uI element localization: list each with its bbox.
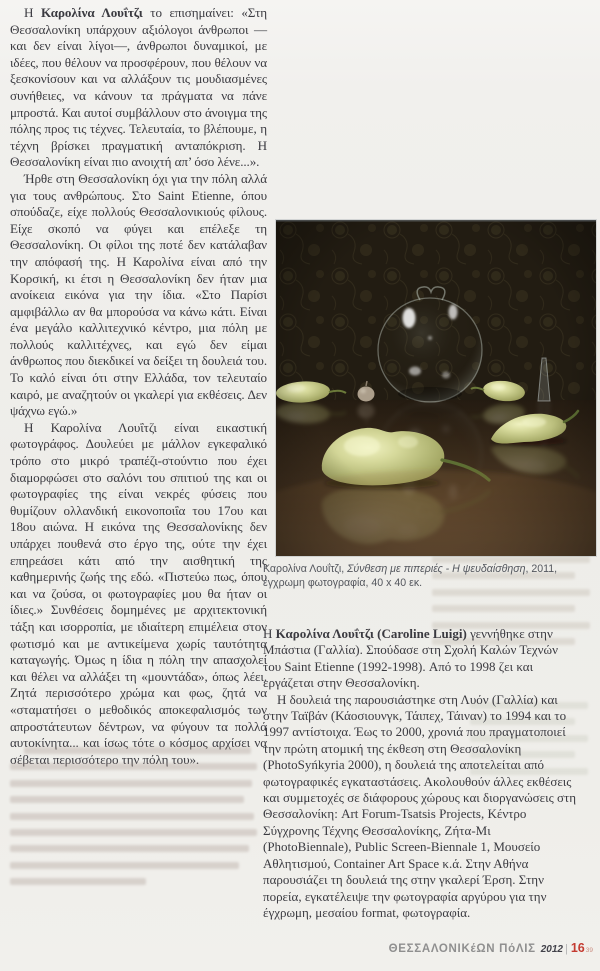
footer-separator: | <box>565 943 568 955</box>
paragraph-intro-quote <box>10 5 267 171</box>
bio-column <box>263 626 579 921</box>
paragraph-photographer: Η Καρολίνα Λουΐτζι είναι εικαστική φωτογράφος. Δουλεύει με μάλλον εγκεφαλικό τρόπο στο μικρό τραπέζι-στούντιο που έχει διαμορφώσει στο σαλόνι του σπιτιού της και οι φωτογραφίες της είναι νεκρές φύσεις που θυμίζουν ολλανδική εικονοποιΐα του 17ου και 18ου αιώνα. Η εικόνα της Θεσσαλονίκης δεν υπάρχει πουθενά στο έργο της, ούτε την έχει επηρεάσει κάτι από την αισθητική της καθημερινής ζωής της εδώ. «Πιστεύω πως, όπου και να ζούσα, οι φωτογραφίες μου θα ήταν οι ίδιες.» Συνθέσεις δομημένες με αρχιτεκτονική τάξη και ισορροπία, με ιδιαίτερη επιμέλεια στον φωτισμό και με αντικείμενα χωρίς ταυτότητα καταγωγής. Όμως η ίδια η πόλη την απασχολεί και θέλει να αλλάξει τη «μουντάδα», όπως λέει. Ζητά περισσότερο χρώμα και φως, ζητά να «σταματήσει ο μεθοδικός αποκεφαλισμός των απροστάτευτων δέντρων, να φύγουν τα πολλά αυτοκίνητα... και ίσως τότε ο κόσμος αρχίσει να σέβεται περισσότερο την πόλη του». <box>10 419 267 767</box>
bio-paragraph-birth <box>263 626 579 692</box>
page-number: 16 <box>570 941 585 955</box>
artwork-caption <box>263 562 597 591</box>
page-number-small: 39 <box>585 947 593 954</box>
caption-title-italic: Σύνθεση με πιπεριές - Η ψευδαίσθηση <box>347 563 526 575</box>
bio-lead: Η <box>263 626 276 641</box>
paragraph-text: το επισημαίνει: «Στη Θεσσαλονίκη υπάρχουν αξιόλογοι άνθρωποι —και δεν είναι λίγοι—, άνθρωποι δυναμικοί, με ιδέες, που θέλουν να προσφέρουν, που θέλουν να ξεσκονίσουν και να αλλάξουν τις μουδιασμένες συνήθειες, να κάνουν τα πράγματα να πάνε μπροστά. Και αυτοί συμβάλλουν στο άνοιγμα της πόλης προς τις τέχνες. Τελευταία, το βλέπουμε, η τέχνη βρίσκει πραγματική ανταπόκριση. Η Θεσσαλονίκη είναι πιο ανοιχτή απ’ όσο λένε...». <box>10 5 267 170</box>
page-footer <box>389 941 593 955</box>
caption-medium: έγχρωμη φωτογραφία, 40 x 40 εκ. <box>263 577 423 590</box>
artist-name-bold: Καρολίνα Λουΐτζι <box>40 5 143 20</box>
bleed-through-text-left <box>10 747 262 895</box>
bio-text: γεννήθηκε στην Μπάστια (Γαλλία). Σπούδασε στη Σχολή Καλών Τεχνών του Saint Etienne (1992-1998). Από το 1998 ζει και εργάζεται στην Θεσσαλονίκη. <box>263 626 558 691</box>
paragraph-thessaloniki: Ήρθε στη Θεσσαλονίκη όχι για την πόλη αλλά για τους ανθρώπους. Στο Saint Etienne, όπου σπούδαζε, είχε πολλούς Θεσσαλονικιούς φίλους. Είχε σκοπό να φύγει και επέλεξε τη Θεσσαλονίκη. Οι φίλοι της ποτέ δεν κατάλαβαν την απόφασή της. Η Καρολίνα είναι από την Κορσική, κι έτσι η Θεσσαλονίκη δεν ήταν μια ανοίκεια εικόνα για την ίδια. «Στο Παρίσι αμφιβάλλω αν θα μπορούσα να κάνω κάτι. Είναι ένα μεγάλο καλλιτεχνικό κέντρο, μια πόλη με πολλούς καλλιτέχνες, και εγώ δεν είμαι άνθρωπος που διεκδικεί να δείξει τη δουλειά του. Το καλό είναι ότι στην Ελλάδα, τον τελευταίο καιρό, με αναζητούν οι γκαλερί για εκθέσεις. Δεν ψάχνω εγώ.» <box>10 170 267 419</box>
vignette <box>276 220 596 556</box>
bio-paragraph-exhibitions: Η δουλειά της παρουσιάστηκε στη Λυόν (Γαλλία) και στην Ταϊβάν (Κάοσιουνγκ, Τάιπεχ, Τάιναν) το 1994 και το 1997 αντίστοιχα. Έως το 2000, χρονιά που πραγματοποιεί την πρώτη ατομική της έκθεση στη Θεσσαλονίκη (PhotoSyńkyria 2000), η δουλειά της αποτελείται από φωτογραφικές εγκαταστάσεις. Ακολουθούν άλλες εκθέσεις και συμμετοχές σε διάφορους χώρους και διοργανώσεις στη Θεσσαλονίκη: Art Forum-Tsatsis Projects, Κέντρο Σύγχρονης Τέχνης Θεσσαλονίκης, Ζήτα-Μι (PhotoBiennale), Public Screen-Biennale 1, Μουσείο Αθλητισμού, Container Art Space κ.ά. Στην Αθήνα παρουσιάζει τη δουλειά της στην γκαλερί Έρση. Στην πορεία, εγκατέλειψε την φωτογραφία αργύρου για την έγχρωμη, μεσαίου format, φωτογραφία. <box>263 691 577 920</box>
artwork-photo <box>276 220 596 556</box>
caption-artist: Καρολίνα Λουΐτζι, <box>263 563 348 575</box>
magazine-title: ΘΕΣΣΑΛΟΝΙΚέΩΝ ΠόΛΙΣ <box>388 943 536 955</box>
bio-artist-name-bold: Καρολίνα Λουΐτζι (Caroline Luigi) <box>275 626 467 641</box>
caption-year: , 2011, <box>525 563 558 575</box>
footer-year: 2012 <box>540 944 563 955</box>
article-left-column <box>10 5 267 768</box>
scan-edge <box>276 220 596 222</box>
paragraph-lead: Η <box>24 5 41 20</box>
